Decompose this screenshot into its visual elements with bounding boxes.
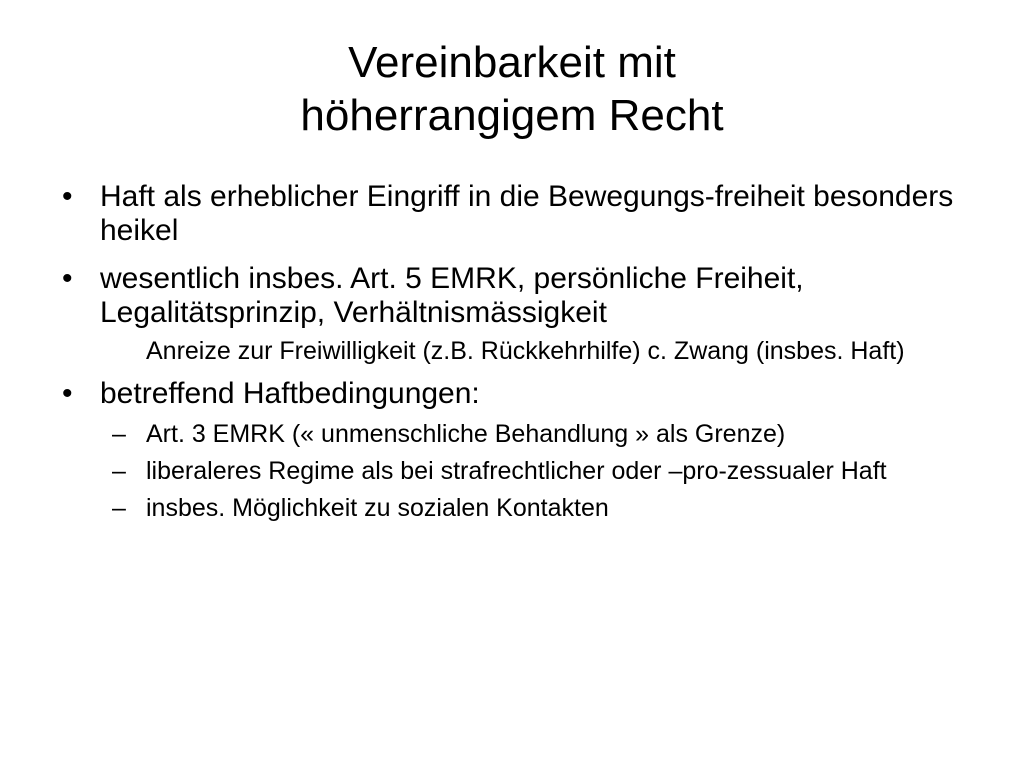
dash-item <box>62 495 962 522</box>
dash-item-text: Art. 3 EMRK (« unmenschliche Behandlung » als Grenze) <box>146 420 786 448</box>
dash-item <box>62 421 962 448</box>
slide-title <box>0 36 1024 142</box>
sub-item-text: Anreize zur Freiwilligkeit (z.B. Rückkehrhilfe) c. Zwang (insbes. Haft) <box>146 337 905 365</box>
sub-item-plain <box>62 338 962 365</box>
slide-body <box>62 180 962 522</box>
slide-title-line-2: höherrangigem Recht <box>300 91 724 140</box>
dash-item <box>62 458 962 485</box>
bullet-item <box>62 262 962 330</box>
bullet-text: Haft als erheblicher Eingriff in die Bewegungs-freiheit besonders heikel <box>100 180 954 247</box>
dash-marker: – <box>112 494 126 522</box>
dash-item-text: insbes. Möglichkeit zu sozialen Kontakten <box>146 494 609 522</box>
bullet-text: betreffend Haftbedingungen: <box>100 377 480 410</box>
dash-item-text: liberaleres Regime als bei strafrechtlicher oder –pro-zessualer Haft <box>146 457 887 485</box>
bullet-marker: • <box>62 262 73 295</box>
bullet-text: wesentlich insbes. Art. 5 EMRK, persönliche Freiheit, Legalitätsprinzip, Verhältnismässigkeit <box>100 262 804 329</box>
bullet-item <box>62 377 962 411</box>
dash-marker: – <box>112 420 126 448</box>
bullet-item <box>62 180 962 248</box>
bullet-marker: • <box>62 180 73 213</box>
bullet-marker: • <box>62 377 73 410</box>
slide-title-line-1: Vereinbarkeit mit <box>348 38 676 87</box>
dash-marker: – <box>112 457 126 485</box>
